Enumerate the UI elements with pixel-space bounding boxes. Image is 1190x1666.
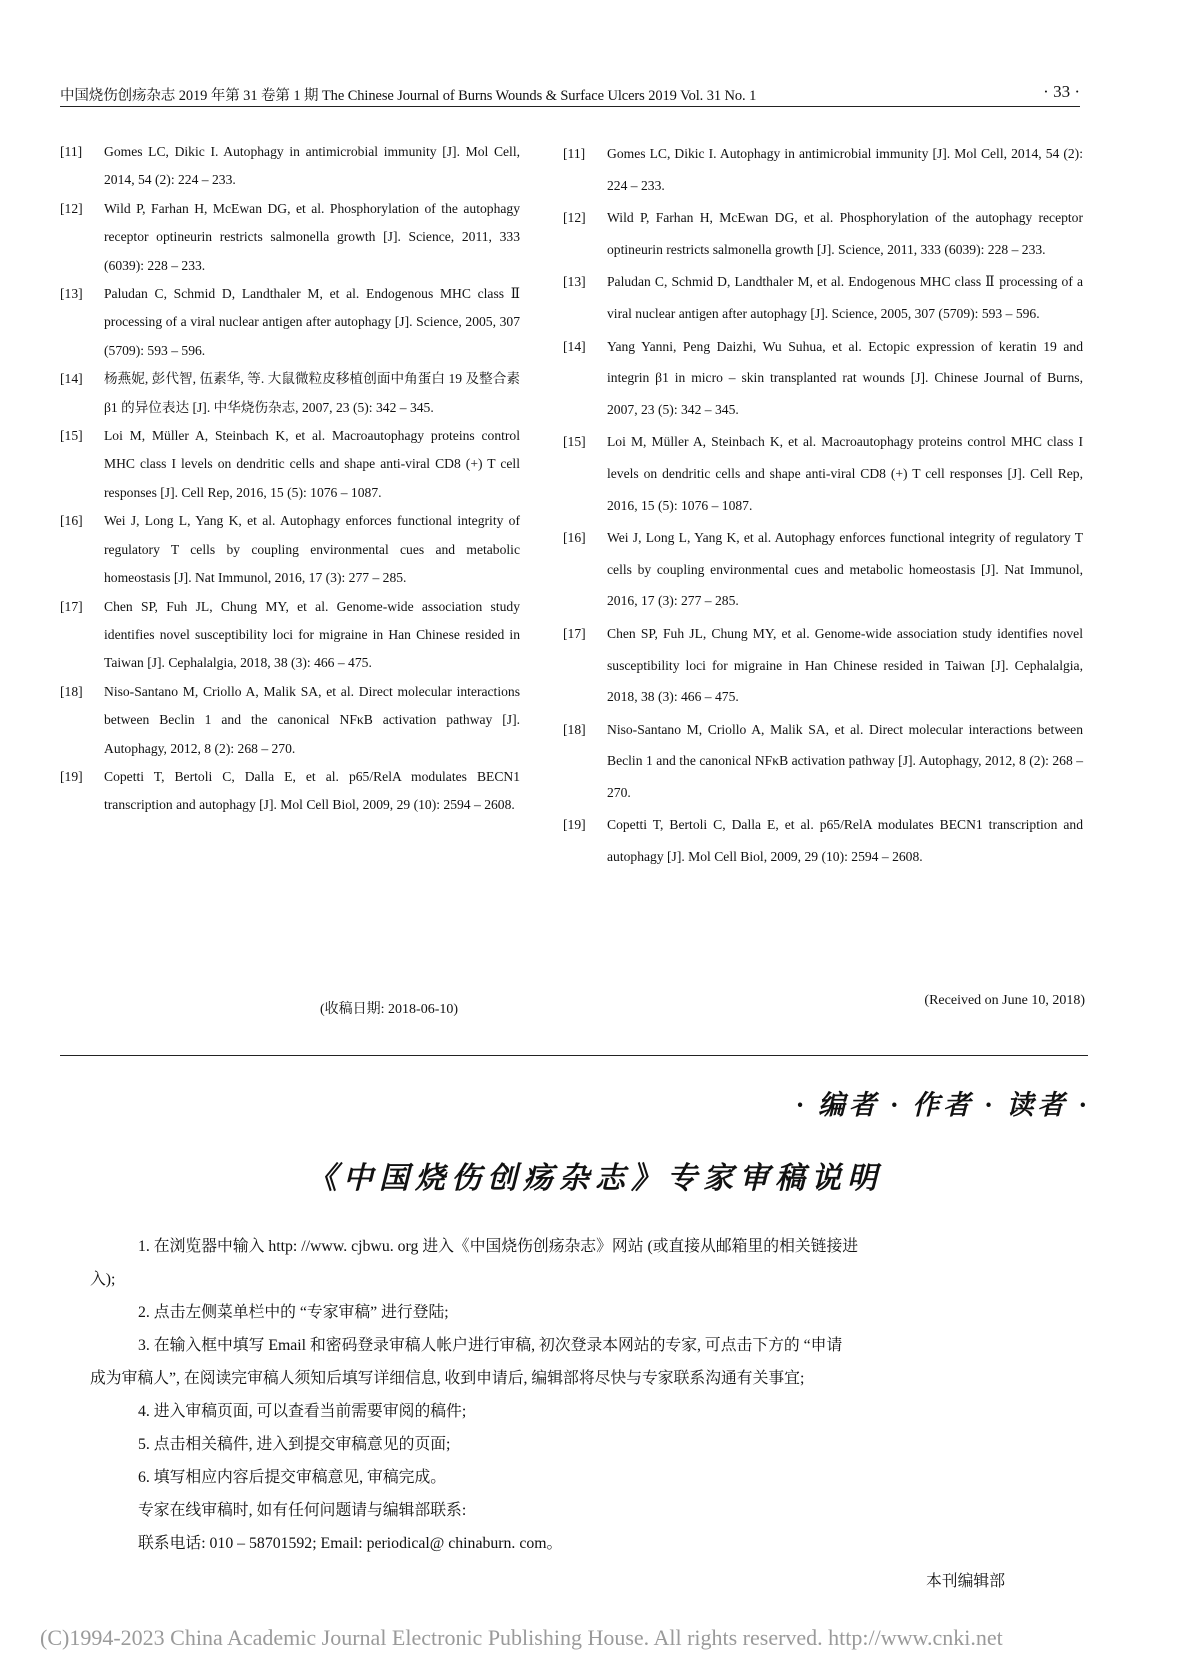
reference-item	[563, 809, 1083, 872]
reference-number: [19]	[60, 768, 83, 784]
reference-item	[60, 195, 520, 280]
reference-item	[60, 280, 520, 365]
reference-number: [11]	[60, 144, 83, 159]
reference-number: [15]	[60, 428, 83, 444]
references-chinese-column	[60, 138, 520, 820]
reference-text: Wei J, Long L, Yang K, et al. Autophagy enforces functional integrity of regulatory T cells by coupling environmental cues and metabolic homeostasis [J]. Nat Immunol, 2016, 17 (3): 277 – 285.	[607, 530, 1083, 609]
instruction-line: 成为审稿人”, 在阅读完审稿人须知后填写详细信息, 收到申请后, 编辑部将尽快与专家联系沟通有关事宜;	[90, 1370, 805, 1387]
instruction-line: 1. 在浏览器中输入 http: //www. cjbwu. org 进入《中国烧伤创疡杂志》网站 (或直接从邮箱里的相关链接进	[138, 1238, 859, 1255]
reference-text: Loi M, Müller A, Steinbach K, et al. Macroautophagy proteins control MHC class I levels on dendritic cells and shape anti-viral CD8 (+) T cell responses [J]. Cell Rep, 2016, 15 (5): 1076 – 1087.	[104, 428, 520, 500]
reference-number: [17]	[563, 625, 586, 641]
reference-text: Paludan C, Schmid D, Landthaler M, et al. Endogenous MHC class Ⅱ processing of a viral nuclear antigen after autophagy [J]. Science, 2005, 307 (5709): 593 – 596.	[104, 286, 520, 358]
instruction-line: 4. 进入审稿页面, 可以查看当前需要审阅的稿件;	[138, 1403, 467, 1420]
reference-text: Wild P, Farhan H, McEwan DG, et al. Phosphorylation of the autophagy receptor optineurin restricts salmonella growth [J]. Science, 2011, 333 (6039): 228 – 233.	[104, 200, 520, 273]
reference-text: Chen SP, Fuh JL, Chung MY, et al. Genome-wide association study identifies novel susceptibility loci for migraine in Han Chinese resided in Taiwan [J]. Cephalalgia, 2018, 38 (3): 466 – 475.	[104, 598, 520, 671]
contact-note: 专家在线审稿时, 如有任何问题请与编辑部联系:	[138, 1502, 467, 1519]
reference-number: [19]	[563, 817, 586, 833]
reference-item	[563, 138, 1083, 201]
reference-number: [11]	[563, 146, 586, 161]
reference-number: [17]	[60, 598, 83, 614]
instruction-line: 6. 填写相应内容后提交审稿意见, 审稿完成。	[138, 1469, 447, 1486]
reference-number: [13]	[60, 286, 83, 302]
reference-item	[563, 618, 1083, 713]
section-divider	[60, 1055, 1088, 1056]
reference-item	[563, 522, 1083, 617]
reference-item	[60, 593, 520, 678]
reference-text: Yang Yanni, Peng Daizhi, Wu Suhua, et al. Ectopic expression of keratin 19 and integrin β1 in micro – skin transplanted rat wounds [J]. Chinese Journal of Burns, 2007, 23 (5): 342 – 345.	[607, 338, 1083, 417]
reference-item	[60, 678, 520, 763]
reference-text: Wild P, Farhan H, McEwan DG, et al. Phosphorylation of the autophagy receptor optineurin restricts salmonella growth [J]. Science, 2011, 333 (6039): 228 – 233.	[607, 210, 1083, 257]
reference-number: [16]	[563, 530, 586, 546]
references-english-column	[563, 138, 1083, 874]
reference-item	[563, 426, 1083, 521]
reference-item	[60, 422, 520, 507]
reference-number: [14]	[563, 338, 586, 354]
review-instructions	[90, 1230, 1050, 1560]
section-tag: · 编者 · 作者 · 读者 ·	[796, 1090, 1090, 1120]
reference-text: Wei J, Long L, Yang K, et al. Autophagy enforces functional integrity of regulatory T cells by coupling environmental cues and metabolic homeostasis [J]. Nat Immunol, 2016, 17 (3): 277 – 285.	[104, 513, 520, 586]
reference-item	[563, 202, 1083, 265]
running-title: 中国烧伤创疡杂志 2019 年第 31 卷第 1 期 The Chinese Journal of Burns Wounds & Surface Ulcers 2019 Vol. 31 No. 1	[60, 88, 757, 104]
reference-text: Paludan C, Schmid D, Landthaler M, et al. Endogenous MHC class Ⅱ processing of a viral nuclear antigen after autophagy [J]. Science, 2005, 307 (5709): 593 – 596.	[607, 274, 1083, 321]
instruction-line: 入);	[90, 1271, 116, 1288]
copyright-footer: (C)1994-2023 China Academic Journal Electronic Publishing House. All rights reserved. http://www.cnki.net	[40, 1625, 1003, 1650]
instruction-line: 2. 点击左侧菜单栏中的 “专家审稿” 进行登陆;	[138, 1304, 449, 1321]
instruction-line: 5. 点击相关稿件, 进入到提交审稿意见的页面;	[138, 1436, 451, 1453]
reference-item	[60, 138, 520, 195]
reference-item	[60, 763, 520, 820]
reference-text: Niso-Santano M, Criollo A, Malik SA, et al. Direct molecular interactions between Beclin 1 and the canonical NFκB activation pathway [J]. Autophagy, 2012, 8 (2): 268 – 270.	[104, 683, 520, 756]
reference-number: [18]	[60, 683, 83, 699]
reference-text: 杨燕妮, 彭代智, 伍素华, 等. 大鼠微粒皮移植创面中角蛋白 19 及整合素 β1 的异位表达 [J]. 中华烧伤杂志, 2007, 23 (5): 342 – 345.	[104, 371, 520, 415]
reference-number: [18]	[563, 721, 586, 737]
reference-number: [15]	[563, 434, 586, 450]
reference-item	[563, 266, 1083, 329]
reference-number: [14]	[60, 371, 83, 387]
reference-item	[563, 714, 1083, 809]
reference-text: Gomes LC, Dikic I. Autophagy in antimicrobial immunity [J]. Mol Cell, 2014, 54 (2): 224 – 233.	[104, 144, 520, 188]
reference-number: [16]	[60, 513, 83, 529]
reference-text: Gomes LC, Dikic I. Autophagy in antimicrobial immunity [J]. Mol Cell, 2014, 54 (2): 224 – 233.	[607, 146, 1083, 193]
received-date-chinese: (收稿日期: 2018-06-10)	[320, 1002, 459, 1017]
reference-number: [13]	[563, 274, 586, 290]
reference-text: Chen SP, Fuh JL, Chung MY, et al. Genome-wide association study identifies novel susceptibility loci for migraine in Han Chinese resided in Taiwan [J]. Cephalalgia, 2018, 38 (3): 466 – 475.	[607, 625, 1083, 705]
contact-info: 联系电话: 010 – 58701592; Email: periodical@ chinaburn. com。	[138, 1535, 563, 1552]
page-number: · 33 ·	[1043, 82, 1080, 101]
reference-number: [12]	[563, 210, 586, 226]
instruction-line: 3. 在输入框中填写 Email 和密码登录审稿人帐户进行审稿, 初次登录本网站的专家, 可点击下方的 “申请	[138, 1337, 843, 1354]
reference-text: Copetti T, Bertoli C, Dalla E, et al. p65/RelA modulates BECN1 transcription and autophagy [J]. Mol Cell Biol, 2009, 29 (10): 2594 – 2608.	[104, 768, 520, 813]
received-date-english: (Received on June 10, 2018)	[924, 993, 1085, 1008]
editorial-signature: 本刊编辑部	[926, 1573, 1005, 1590]
reference-item	[60, 365, 520, 422]
reference-number: [12]	[60, 200, 83, 216]
notice-title: 《中国烧伤创疡杂志》专家审稿说明	[307, 1162, 883, 1195]
reference-text: Loi M, Müller A, Steinbach K, et al. Macroautophagy proteins control MHC class I levels on dendritic cells and shape anti-viral CD8 (+) T cell responses [J]. Cell Rep, 2016, 15 (5): 1076 – 1087.	[607, 434, 1083, 513]
running-header	[60, 82, 1080, 107]
reference-item	[563, 331, 1083, 426]
reference-text: Copetti T, Bertoli C, Dalla E, et al. p65/RelA modulates BECN1 transcription and autophagy [J]. Mol Cell Biol, 2009, 29 (10): 2594 – 2608.	[607, 817, 1083, 865]
reference-text: Niso-Santano M, Criollo A, Malik SA, et al. Direct molecular interactions between Beclin 1 and the canonical NFκB activation pathway [J]. Autophagy, 2012, 8 (2): 268 – 270.	[607, 721, 1083, 800]
reference-item	[60, 507, 520, 592]
